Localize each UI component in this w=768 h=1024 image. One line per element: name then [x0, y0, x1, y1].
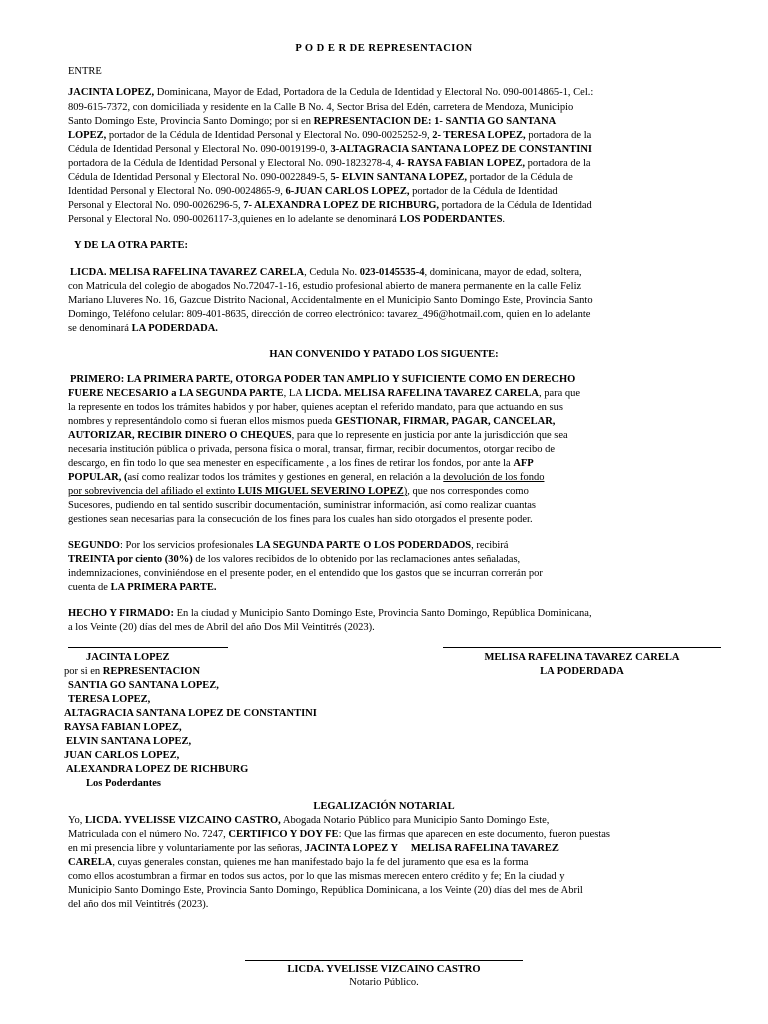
sig-left-name-2: TERESA LOPEZ,: [68, 694, 151, 705]
juan-label: 6-JUAN CARLOS LOPEZ,: [285, 186, 410, 197]
legal-text: : Que las firmas que aparecen en este documento, fueron puestas: [338, 829, 610, 840]
legal-text: , cuyas generales constan, quienes me han manifestado bajo la fe del juramento que esa es la forma: [112, 857, 529, 868]
p1-line-4: [68, 130, 591, 142]
p1-text: .: [502, 214, 506, 225]
elvin-label: 5- ELVIN SANTANA LOPEZ,: [330, 172, 467, 183]
notary-name-inline: LICDA. YVELISSE VIZCAINO CASTRO,: [85, 815, 281, 826]
deceased-name: LUIS MIGUEL SEVERINO LOPEZ: [237, 486, 404, 497]
p2-text: , Cedula No.: [304, 267, 360, 278]
p1-text: Santo Domingo Este, Provincia Santo Domingo; por si en: [68, 116, 314, 127]
p1-line-8: [68, 186, 558, 198]
p1-lopez: LOPEZ,: [68, 130, 107, 141]
sig-left-name-7: ALEXANDRA LOPEZ DE RICHBURG: [66, 764, 249, 775]
p2-line-5: [68, 323, 218, 335]
p3-line-8: [68, 472, 544, 484]
sig-left-text: por si en: [64, 666, 103, 677]
entre-label: ENTRE: [68, 66, 102, 77]
hecho-label: HECHO Y FIRMADO:: [68, 608, 174, 619]
p2-line-2: con Matricula del colegio de abogados No.72047-1-16, estudio profesional abierto de manera permanente en la calle Feliz: [68, 281, 582, 292]
p1-line-9: [68, 200, 592, 212]
sig-left-name-1: SANTIA GO SANTANA LOPEZ,: [68, 680, 219, 691]
sig-left-name-6: JUAN CARLOS LOPEZ,: [64, 750, 180, 761]
p1-text: portadora de la: [524, 158, 591, 169]
alexandra-label: 7- ALEXANDRA LOPEZ DE RICHBURG,: [243, 200, 439, 211]
p1-text: Identidad Personal y Electoral No. 090-0024865-9,: [68, 186, 286, 197]
p5-line-1: [68, 608, 592, 620]
p2-line-4: Domingo, Teléfono celular: 809-401-8635, dirección de correo electrónico: tavarez_496@hotmail.com, quien en lo adelante: [68, 309, 591, 320]
certifico-label: CERTIFICO Y DOY FE: [228, 829, 339, 840]
p3-line-3: la represente en todos los trámites habidos y por haber, quienes aceptan el referido mandato, para que actuando en sus: [68, 402, 563, 413]
p4-text: : Por los servicios profesionales: [119, 540, 257, 551]
p3-bold: GESTIONAR, FIRMAR, PAGAR, CANCELAR,: [334, 416, 556, 427]
p1-line-5: [68, 144, 592, 156]
legal-text: en mi presencia libre y voluntariamente por las señoras,: [68, 843, 305, 854]
p3-text: descargo, en fin todo lo que sea menester en específicamente , a los fines de retirar los fondos, por ante la: [68, 458, 514, 469]
sig-left-name-3: ALTAGRACIA SANTANA LOPEZ DE CONSTANTINI: [64, 708, 317, 719]
legal-text: Matriculada con el número No. 7247,: [68, 829, 229, 840]
p1-text: portadora de la: [525, 130, 592, 141]
p1-name: JACINTA LOPEZ,: [68, 87, 155, 98]
p1-text: Dominicana, Mayor de Edad, Portadora de la Cedula de Identidad y Electoral No. 090-0014865-1, Cel.:: [154, 87, 594, 98]
p3-line-6: necesaria institución pública o privada, persona física o moral, transar, firmar, recibir documentos, otorgar recibo de: [68, 444, 556, 455]
signature-line-left: [68, 647, 228, 648]
p1-line-6: [68, 158, 591, 170]
p3-line-2: [68, 388, 580, 400]
legal-line-1: [68, 815, 549, 827]
p3-underline: devolución de los fondo: [443, 472, 545, 483]
p1-text: portadora de la Cédula de Identidad Personal y Electoral No. 090-1823278-4,: [68, 158, 397, 169]
p1-text: portador de la Cédula de Identidad Personal y Electoral No. 090-0025252-9,: [106, 130, 433, 141]
la-poderdada-label: LA PODERDADA.: [131, 323, 218, 334]
poderdantes-label: LOS PODERDANTES: [399, 214, 503, 225]
sig-right-name: MELISA RAFELINA TAVAREZ CARELA: [484, 652, 680, 663]
p4-line-1: [68, 540, 508, 552]
legal-text: Abogada Notario Público para Municipio Santo Domingo Este,: [280, 815, 550, 826]
sig-left-name-5: ELVIN SANTANA LOPEZ,: [66, 736, 192, 747]
legal-line-6: Municipio Santo Domingo Este, Provincia Santo Domingo, República Dominicana, a los Veinte (20) días del mes de Abril: [68, 885, 583, 896]
sig-left-role: Los Poderdantes: [86, 778, 161, 789]
legal-line-7: del año dos mil Veintitrés (2023).: [68, 899, 209, 910]
document-title: P O D E R DE REPRESENTACION: [295, 43, 473, 54]
p3-line-11: gestiones sean necesarias para la consecución de los fines para los cuales han sido otorgados el presente poder.: [68, 514, 533, 525]
p3-line-10: Sucesores, pudiendo en tal sentido suscribir documentación, suministrar información, así como realizar cuantas: [68, 500, 536, 511]
notary-signature-line: [245, 960, 523, 961]
p3-line-4: [68, 416, 555, 428]
popular-label: POPULAR, (: [68, 472, 128, 483]
p4-text: de los valores recibidos de lo obtenido por las reclamaciones antes señaladas,: [192, 554, 521, 565]
p4-line-2: [68, 554, 520, 566]
segundo-label: SEGUNDO: [68, 540, 120, 551]
p3-bold: LICDA. MELISA RAFELINA TAVAREZ CARELA: [304, 388, 539, 399]
p3-bold: FUERE NECESARIO a LA SEGUNDA PARTE: [68, 388, 284, 399]
signature-line-right: [443, 647, 721, 648]
p4-text: , recibirá: [471, 540, 509, 551]
p1-line-2: 809-615-7372, con domiciliada y residente en la Calle B No. 4, Sector Brisa del Edén, carretera de Mendoza, Municipio: [68, 102, 574, 113]
p5-line-2: a los Veinte (20) días del mes de Abril del año Dos Mil Veintitrés (2023).: [68, 622, 375, 633]
altagracia-label: 3-ALTAGRACIA SANTANA LOPEZ DE CONSTANTINI: [330, 144, 593, 155]
sig-left-rep: REPRESENTACION: [102, 666, 201, 677]
p1-text: portador de la Cédula de: [466, 172, 573, 183]
p3-line-9: [68, 486, 529, 498]
afp-label: AFP: [513, 458, 534, 469]
p3-text: , LA: [283, 388, 305, 399]
p1-text: Cédula de Identidad Personal y Electoral No. 090-0022849-5,: [68, 172, 331, 183]
legal-bold: CARELA: [68, 857, 113, 868]
p1-text: Personal y Electoral No. 090-0026296-5,: [68, 200, 244, 211]
legal-line-5: como ellos acostumbran a firmar en todos sus actos, por lo que las mismas merecen entero crédito y fe; En la ciudad y: [68, 871, 565, 882]
de-label: DE: [410, 116, 429, 127]
p3-underline: ): [403, 486, 408, 497]
rep-label: REPRESENTACION: [313, 116, 411, 127]
p3-text: , para que lo represente en justicia por ante la jurisdicción que sea: [291, 430, 568, 441]
sig-left-por-si: [64, 666, 200, 678]
notary-name: LICDA. YVELISSE VIZCAINO CASTRO: [287, 964, 481, 975]
otra-parte-heading: Y DE LA OTRA PARTE:: [74, 240, 188, 251]
sig-left-name: JACINTA LOPEZ: [86, 652, 170, 663]
legal-line-3: [68, 843, 559, 855]
p5-text: En la ciudad y Municipio Santo Domingo Este, Provincia Santo Domingo, República Dominicana,: [173, 608, 592, 619]
p2-text: se denominará: [68, 323, 132, 334]
notary-role: Notario Público.: [349, 977, 419, 988]
p1-text: portadora de la Cédula de Identidad: [439, 200, 592, 211]
p3-line-5: [68, 430, 568, 442]
p3-line-1: PRIMERO: LA PRIMERA PARTE, OTORGA PODER TAN AMPLIO Y SUFICIENTE COMO EN DERECHO: [70, 374, 576, 385]
p1-line-7: [68, 172, 573, 184]
p4-text: cuenta de: [68, 582, 111, 593]
p4-bold: LA PRIMERA PARTE.: [110, 582, 217, 593]
santia-label: : 1- SANTIA GO SANTANA: [428, 116, 557, 127]
p3-text: así como realizar todos los trámites y gestiones en general, en relación a la: [127, 472, 444, 483]
sig-right-role: LA PODERDADA: [540, 666, 624, 677]
p1-line-1: [68, 87, 700, 99]
p2-line-3: Mariano Lluveres No. 16, Gazcue Distrito Nacional, Accidentalmente en el Municipio Santo Domingo Este, Provincia Santo: [68, 295, 593, 306]
p1-text: Cédula de Identidad Personal y Electoral No. 090-0019199-0,: [68, 144, 331, 155]
legal-line-4: [68, 857, 528, 869]
p1-text: portador de la Cédula de Identidad: [409, 186, 558, 197]
p2-line-1: [70, 267, 582, 279]
sig-left-name-4: RAYSA FABIAN LOPEZ,: [64, 722, 182, 733]
p3-text: , que nos correspondes como: [407, 486, 529, 497]
p3-line-7: [68, 458, 534, 470]
convenido-heading: HAN CONVENIDO Y PATADO LOS SIGUENTE:: [269, 349, 499, 360]
p3-text: , para que: [538, 388, 581, 399]
p1-text: Personal y Electoral No. 090-0026117-3,quienes en lo adelante se denominará: [68, 214, 400, 225]
p4-bold: TREINTA por ciento (30%): [68, 554, 193, 565]
legal-bold: JACINTA LOPEZ Y MELISA RAFELINA TAVAREZ: [304, 843, 559, 854]
p4-line-3: indemnizaciones, conviniéndose en el presente poder, en el entendido que los gastos que se incurran correrán por: [68, 568, 543, 579]
legal-title: LEGALIZACIÓN NOTARIAL: [313, 801, 455, 812]
legal-text: Yo,: [68, 815, 86, 826]
p3-text: nombres y representándolo como si fueran ellos mismos pueda: [68, 416, 335, 427]
poderdada-name: LICDA. MELISA RAFELINA TAVAREZ CARELA: [70, 267, 305, 278]
legal-line-2: [68, 829, 610, 841]
p3-bold: AUTORIZAR, RECIBIR DINERO O CHEQUES: [68, 430, 292, 441]
raysa-label: 4- RAYSA FABIAN LOPEZ,: [396, 158, 525, 169]
p3-underline: por sobrevivencia del afiliado el extinto: [68, 486, 238, 497]
p4-line-4: [68, 582, 216, 594]
p2-text: , dominicana, mayor de edad, soltera,: [424, 267, 582, 278]
teresa-label: 2- TERESA LOPEZ,: [432, 130, 526, 141]
p4-bold: LA SEGUNDA PARTE O LOS PODERDADOS: [256, 540, 472, 551]
p1-line-3: [68, 116, 700, 128]
p1-line-10: [68, 214, 505, 226]
poderdada-cedula: 023-0145535-4: [359, 267, 425, 278]
